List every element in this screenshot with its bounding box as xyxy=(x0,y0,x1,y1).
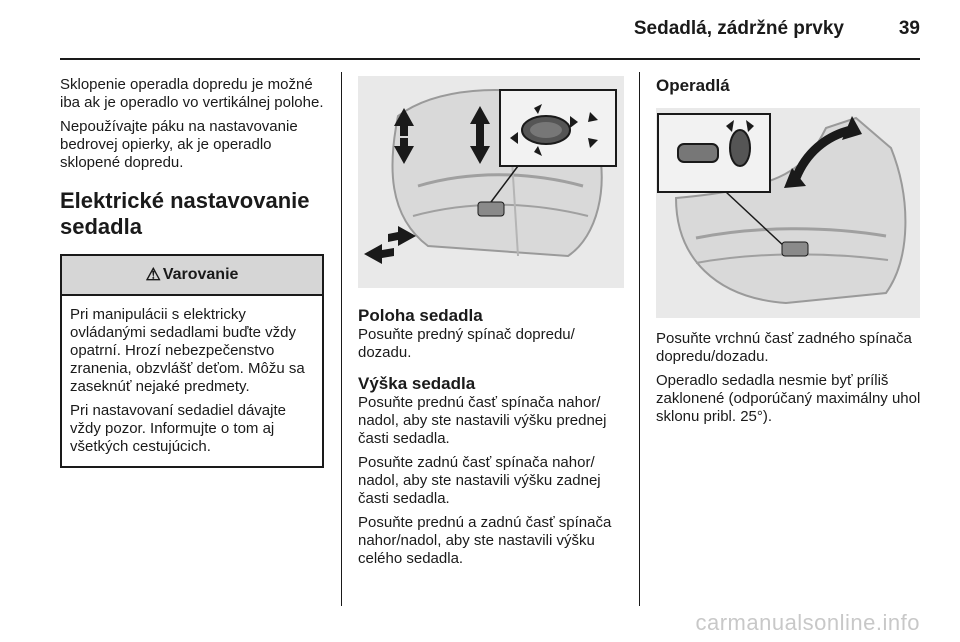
column-divider-1 xyxy=(341,72,342,606)
heading-backrest: Operadlá xyxy=(656,76,730,95)
page-header xyxy=(0,0,960,60)
page-number: 39 xyxy=(898,18,920,39)
column-left xyxy=(60,76,324,468)
header-divider xyxy=(60,58,920,60)
warning-title: Varovanie xyxy=(162,266,239,283)
column-right xyxy=(656,76,922,432)
heading-seat-position: Poloha sedadla xyxy=(358,306,483,325)
warning-header xyxy=(62,256,322,296)
warning-paragraph-1: Pri manipulácii s elektricky ovládanými sedadlami buďte vždy opatrní. Hrozí nebezpečenstvo zranenia, obzvlášť deťom. Môžu sa zaseknúť nejaké predmety. xyxy=(70,306,305,395)
column-middle xyxy=(358,76,624,574)
paragraph-backrest-2: Operadlo sedadla nesmie byť príliš zaklonené (odporúčaný maximálny uhol sklonu pribl. 25°). xyxy=(656,372,921,425)
page-title: Sedadlá, zádržné prvky xyxy=(633,18,844,39)
paragraph-lumbar-warning: Nepoužívajte páku na nastavovanie bedrovej opierky, ak je operadlo sklopené dopredu. xyxy=(60,118,298,171)
column-divider-2 xyxy=(639,72,640,606)
paragraph-height-rear: Posuňte zadnú časť spínača nahor/ nadol, aby ste nastavili výšku zadnej časti sedadla. xyxy=(358,454,601,507)
heading-seat-height: Výška sedadla xyxy=(358,374,476,393)
warning-paragraph-2: Pri nastavovaní sedadiel dávajte vždy pozor. Informujte o tom aj všetkých cestujúcich. xyxy=(70,402,286,455)
paragraph-backrest-fold: Sklopenie operadla dopredu je možné iba ak je operadlo vo vertikálnej polohe. xyxy=(60,76,324,111)
seat-adjust-illustration xyxy=(358,76,624,288)
warning-triangle-icon: ⚠ xyxy=(145,265,161,284)
paragraph-backrest-1: Posuňte vrchnú časť zadného spínača dopredu/dozadu. xyxy=(656,330,912,365)
paragraph-height-front: Posuňte prednú časť spínača nahor/ nadol, aby ste nastavili výšku prednej časti sedadla. xyxy=(358,394,607,447)
warning-body xyxy=(62,296,322,466)
watermark: carmanualsonline.info xyxy=(695,610,920,635)
section-title: Elektrické nastavovanie sedadla xyxy=(60,188,310,239)
backrest-adjust-illustration xyxy=(656,108,920,318)
paragraph-seat-position: Posuňte predný spínač dopredu/ dozadu. xyxy=(358,326,575,361)
warning-box xyxy=(60,254,324,468)
paragraph-height-whole: Posuňte prednú a zadnú časť spínača nahor/nadol, aby ste nastavili výšku celého sedadla. xyxy=(358,514,612,567)
